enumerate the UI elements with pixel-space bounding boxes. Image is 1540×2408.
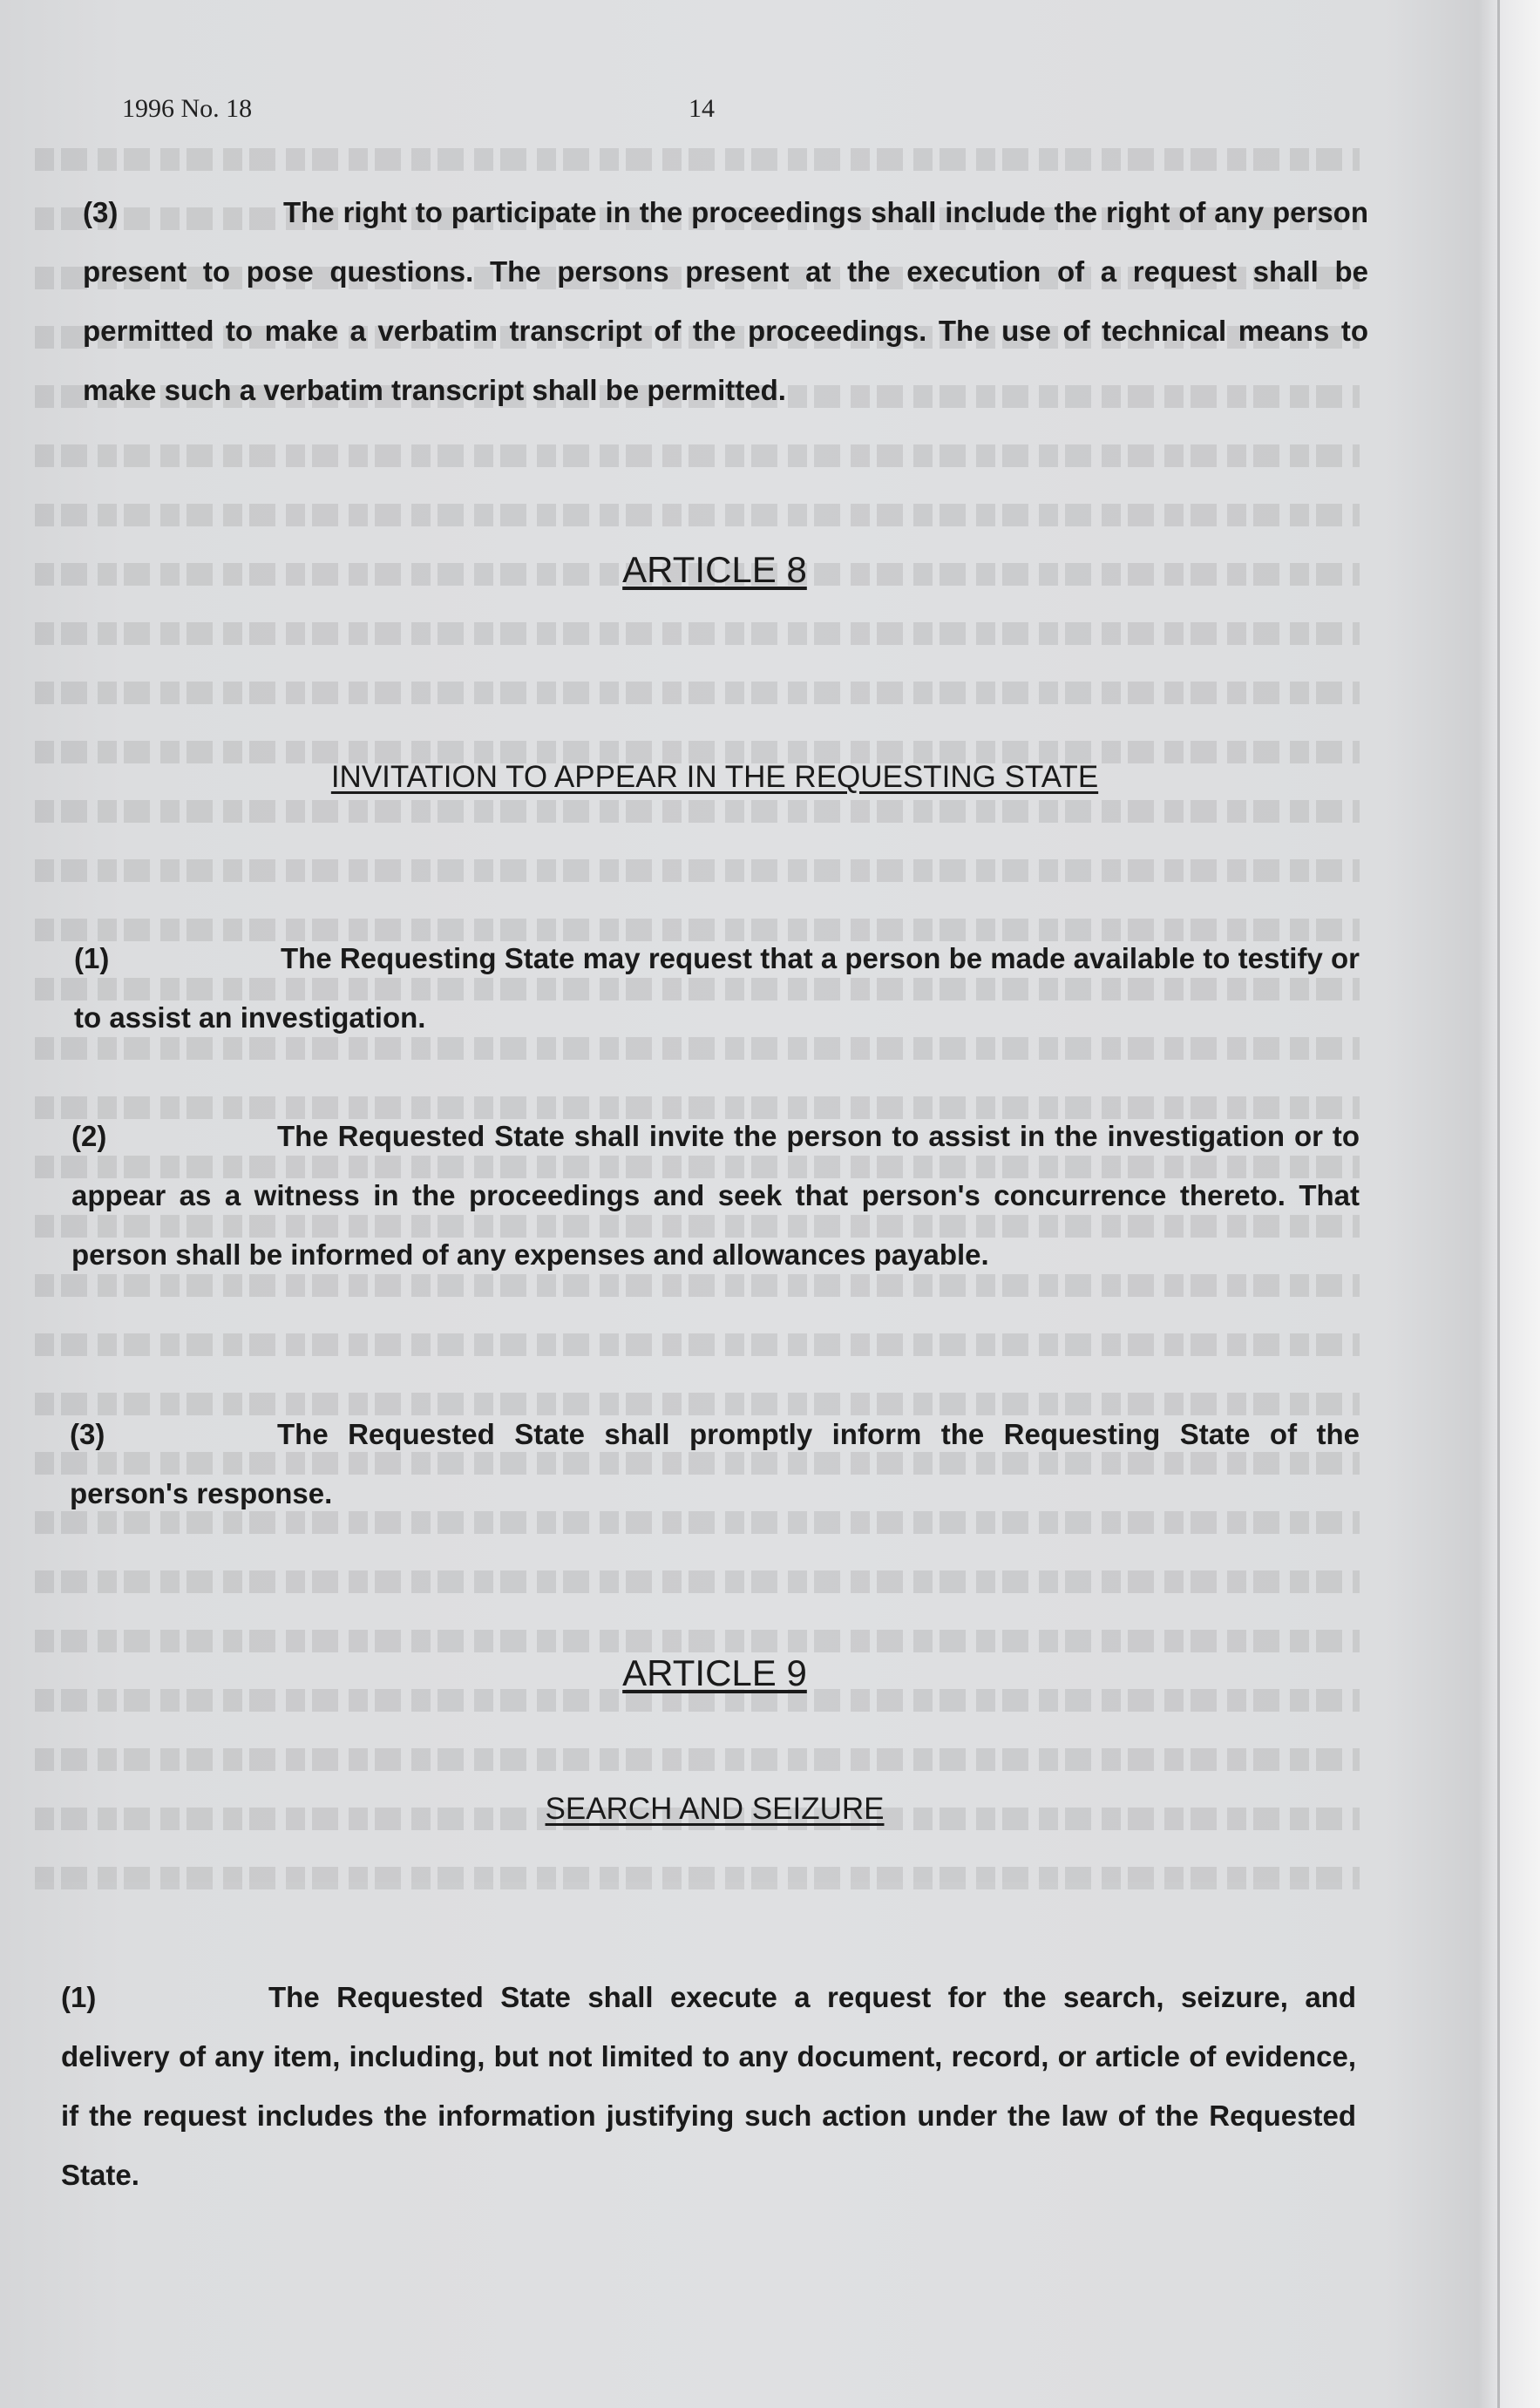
article-9-title: ARTICLE 9: [622, 1652, 807, 1693]
paragraph-text: The right to participate in the proceedings shall include the right of any person present to pose questions. The persons present at the execution of a request shall be permitted to make a verbatim transcript of the proceedings. The use of technical means to make such a verbatim transcript shall be permitted.: [83, 196, 1368, 406]
article-9-subtitle: SEARCH AND SEIZURE: [545, 1792, 885, 1826]
paragraph-number: (3): [70, 1418, 105, 1450]
article-8-paragraph-1: [74, 929, 1360, 1048]
paragraph-number: (1): [74, 942, 110, 974]
article-9-paragraph-1: [61, 1968, 1356, 2205]
paragraph-text: The Requesting State may request that a person be made available to testify or to assist an investigation.: [74, 942, 1360, 1034]
paragraph-number: (2): [71, 1120, 107, 1152]
paragraph-number: (3): [83, 196, 119, 228]
paragraph-text: The Requested State shall invite the person to assist in the investigation or to appear as a witness in the proceedings and seek that person's concurrence thereto. That person shall be informed of any expenses and allowances payable.: [71, 1120, 1360, 1271]
page-edge: [1497, 0, 1500, 2408]
paragraph-text: The Requested State shall promptly inform the Requesting State of the person's response.: [70, 1418, 1360, 1509]
paragraph-text: The Requested State shall execute a request for the search, seizure, and delivery of any item, including, but not limited to any document, record, or article of evidence, if the request includes the information justifying such action under the law of the Requested State.: [61, 1981, 1356, 2191]
article-8-paragraph-3: [70, 1405, 1360, 1523]
article-8-title: ARTICLE 8: [622, 549, 807, 590]
paragraph-number: (1): [61, 1981, 97, 2013]
paragraph-intro-3: [83, 183, 1368, 420]
page-number: 14: [689, 94, 715, 123]
article-8-subtitle: INVITATION TO APPEAR IN THE REQUESTING STATE: [330, 760, 1099, 794]
article-8-paragraph-2: [71, 1107, 1360, 1285]
document-reference: 1996 No. 18: [122, 94, 253, 123]
